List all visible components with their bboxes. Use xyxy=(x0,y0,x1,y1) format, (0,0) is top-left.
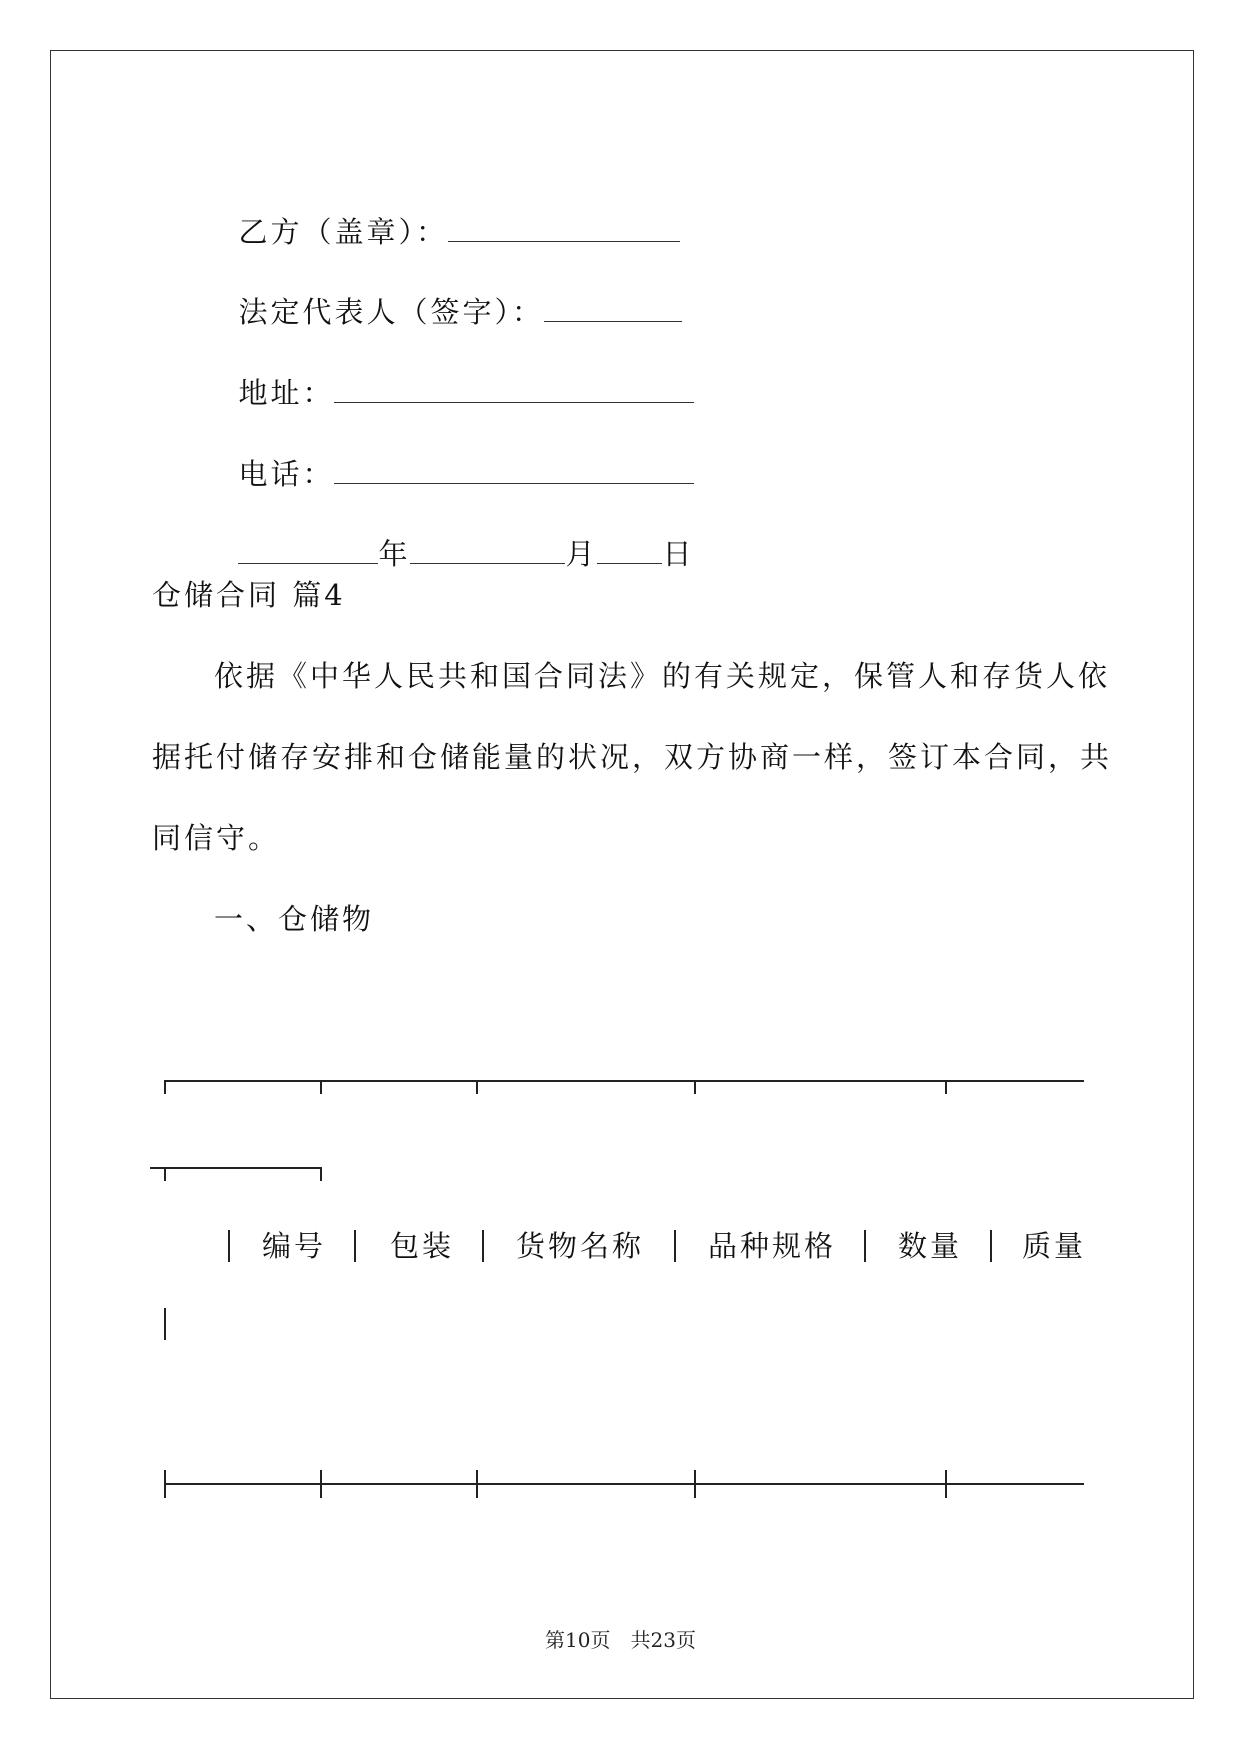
phone-label: 电话： xyxy=(238,457,335,491)
header-cell-packaging: 包装 xyxy=(390,1229,455,1263)
page-number-footer: 第10页 共23页 xyxy=(545,1628,696,1652)
table-top-tick-4 xyxy=(945,1080,947,1094)
address-blank[interactable] xyxy=(334,378,694,403)
header-sep-3 xyxy=(674,1230,676,1262)
table-top-border-continued xyxy=(150,1167,322,1169)
header-cell-quality: 质量 xyxy=(1022,1229,1087,1263)
party-b-label: 乙方（盖章）： xyxy=(238,215,448,249)
representative-label: 法定代表人（签字）： xyxy=(238,295,544,329)
table-mid-tick-1 xyxy=(320,1470,322,1498)
table-mid-tick-3 xyxy=(694,1470,696,1498)
table-top-tick-0 xyxy=(164,1080,166,1094)
header-cell-goods-name: 货物名称 xyxy=(516,1229,645,1263)
header-sep-5 xyxy=(990,1230,992,1262)
table-mid-tick-0 xyxy=(164,1470,166,1498)
table-top-cont-tick-0 xyxy=(164,1167,166,1181)
header-sep-2 xyxy=(482,1230,484,1262)
section-heading: 仓储合同 篇4 xyxy=(152,578,346,612)
date-day-label: 日 xyxy=(662,537,695,571)
table-top-tick-3 xyxy=(694,1080,696,1094)
table-mid-tick-2 xyxy=(476,1470,478,1498)
table-top-tick-2 xyxy=(476,1080,478,1094)
intro-line-2: 据托付储存安排和仓储能量的状况，双方协商一样，签订本合同，共 xyxy=(152,740,1113,774)
party-b-blank[interactable] xyxy=(448,217,680,242)
day-blank[interactable] xyxy=(597,539,662,564)
table-top-cont-tick-1 xyxy=(320,1167,322,1181)
month-blank[interactable] xyxy=(410,539,565,564)
intro-line-3: 同信守。 xyxy=(152,821,281,855)
header-cell-quantity: 数量 xyxy=(898,1229,963,1263)
item1-title: 一、仓储物 xyxy=(214,902,375,936)
header-sep-0 xyxy=(228,1230,230,1262)
table-mid-tick-4 xyxy=(945,1470,947,1498)
address-line xyxy=(214,333,694,413)
header-cell-spec: 品种规格 xyxy=(708,1229,837,1263)
table-top-tick-1 xyxy=(320,1080,322,1094)
date-year-label: 年 xyxy=(378,537,411,571)
date-line xyxy=(214,494,694,574)
representative-line xyxy=(214,252,682,332)
representative-blank[interactable] xyxy=(544,297,682,322)
header-sep-4 xyxy=(864,1230,866,1262)
date-month-label: 月 xyxy=(565,537,598,571)
address-label: 地址： xyxy=(238,376,335,410)
header-sep-1 xyxy=(354,1230,356,1262)
intro-line-1: 依据《中华人民共和国合同法》的有关规定，保管人和存货人依 xyxy=(214,659,1111,693)
phone-blank[interactable] xyxy=(334,459,694,484)
header-sep-trailing xyxy=(164,1308,166,1340)
header-cell-number: 编号 xyxy=(262,1229,327,1263)
party-b-line xyxy=(214,172,680,252)
phone-line xyxy=(214,414,694,494)
year-blank[interactable] xyxy=(238,539,378,564)
